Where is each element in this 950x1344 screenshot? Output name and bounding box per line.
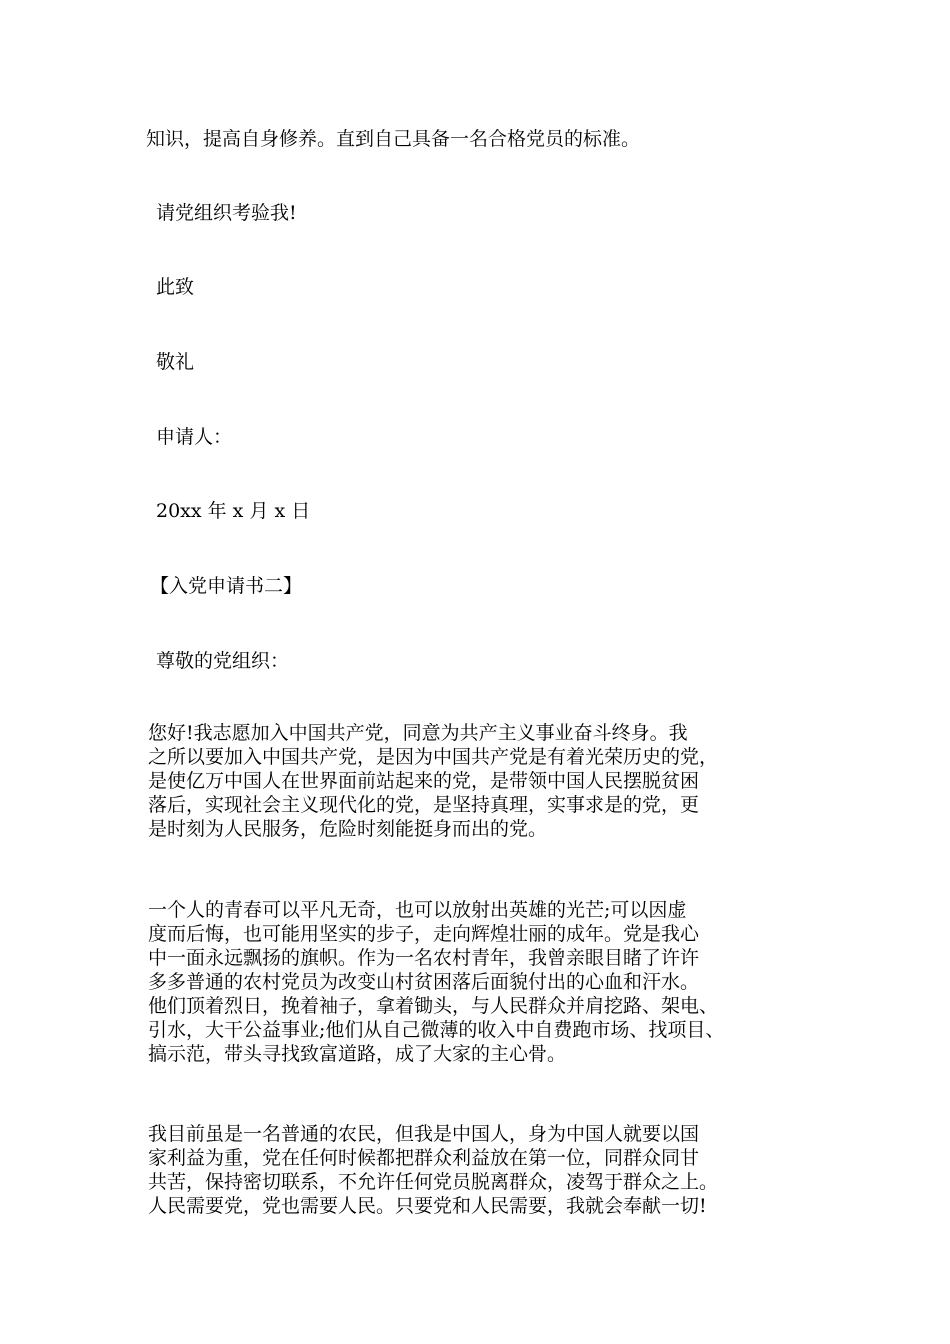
paragraph-3 bbox=[148, 1122, 838, 1218]
paragraph-2-line: 中一面永远飘扬的旗帜。作为一名农村青年，我曾亲眼目睹了许许 bbox=[148, 947, 700, 969]
salutation: 尊敬的党组织： bbox=[156, 650, 290, 672]
paragraph-2-line: 度而后悔，也可能用坚实的步子，走向辉煌壮丽的成年。党是我心 bbox=[148, 923, 700, 945]
paragraph-2-line: 一个人的青春可以平凡无奇，也可以放射出英雄的光芒;可以因虚 bbox=[148, 899, 687, 921]
paragraph-3-line: 家利益为重，党在任何时候都把群众利益放在第一位，同群众同甘 bbox=[148, 1147, 700, 1169]
paragraph-1-line: 您好!我志愿加入中国共产党，同意为共产主义事业奋斗终身。我 bbox=[148, 722, 688, 744]
closing-salutation-1: 此致 bbox=[156, 276, 195, 298]
closing-request: 请党组织考验我! bbox=[156, 202, 297, 224]
paragraph-1-line: 之所以要加入中国共产党，是因为中国共产党是有着光荣历史的党， bbox=[148, 746, 719, 768]
paragraph-2-line: 多多普通的农村党员为改变山村贫困落后面貌付出的心血和汗水。 bbox=[148, 971, 700, 993]
continuation-line: 知识，提高自身修养。直到自己具备一名合格党员的标准。 bbox=[146, 128, 641, 150]
paragraph-3-line: 人民需要党，党也需要人民。只要党和人民需要，我就会奉献一切! bbox=[148, 1195, 707, 1217]
paragraph-1-line: 落后，实现社会主义现代化的党，是坚持真理，实事求是的党，更 bbox=[148, 794, 700, 816]
paragraph-3-line: 共苦，保持密切联系，不允许任何党员脱离群众，凌驾于群众之上。 bbox=[148, 1171, 719, 1193]
paragraph-1-line: 是时刻为人民服务，危险时刻能挺身而出的党。 bbox=[148, 818, 548, 840]
paragraph-2-line: 搞示范，带头寻找致富道路，成了大家的主心骨。 bbox=[148, 1043, 567, 1065]
paragraph-2-line: 引水，大干公益事业;他们从自己微薄的收入中自费跑市场、找项目、 bbox=[148, 1019, 725, 1041]
section-title: 【入党申请书二】 bbox=[150, 575, 303, 597]
paragraph-3-line: 我目前虽是一名普通的农民，但我是中国人，身为中国人就要以国 bbox=[148, 1123, 700, 1145]
closing-salutation-2: 敬礼 bbox=[156, 351, 195, 373]
paragraph-2-line: 他们顶着烈日，挽着袖子，拿着锄头，与人民群众并肩挖路、架电、 bbox=[148, 995, 719, 1017]
paragraph-1-line: 是使亿万中国人在世界面前站起来的党，是带领中国人民摆脱贫困 bbox=[148, 770, 700, 792]
paragraph-2 bbox=[148, 898, 838, 1066]
paragraph-1 bbox=[148, 721, 838, 841]
date-line: 20xx 年 x 月 x 日 bbox=[156, 500, 311, 522]
applicant-label: 申请人： bbox=[156, 426, 233, 448]
